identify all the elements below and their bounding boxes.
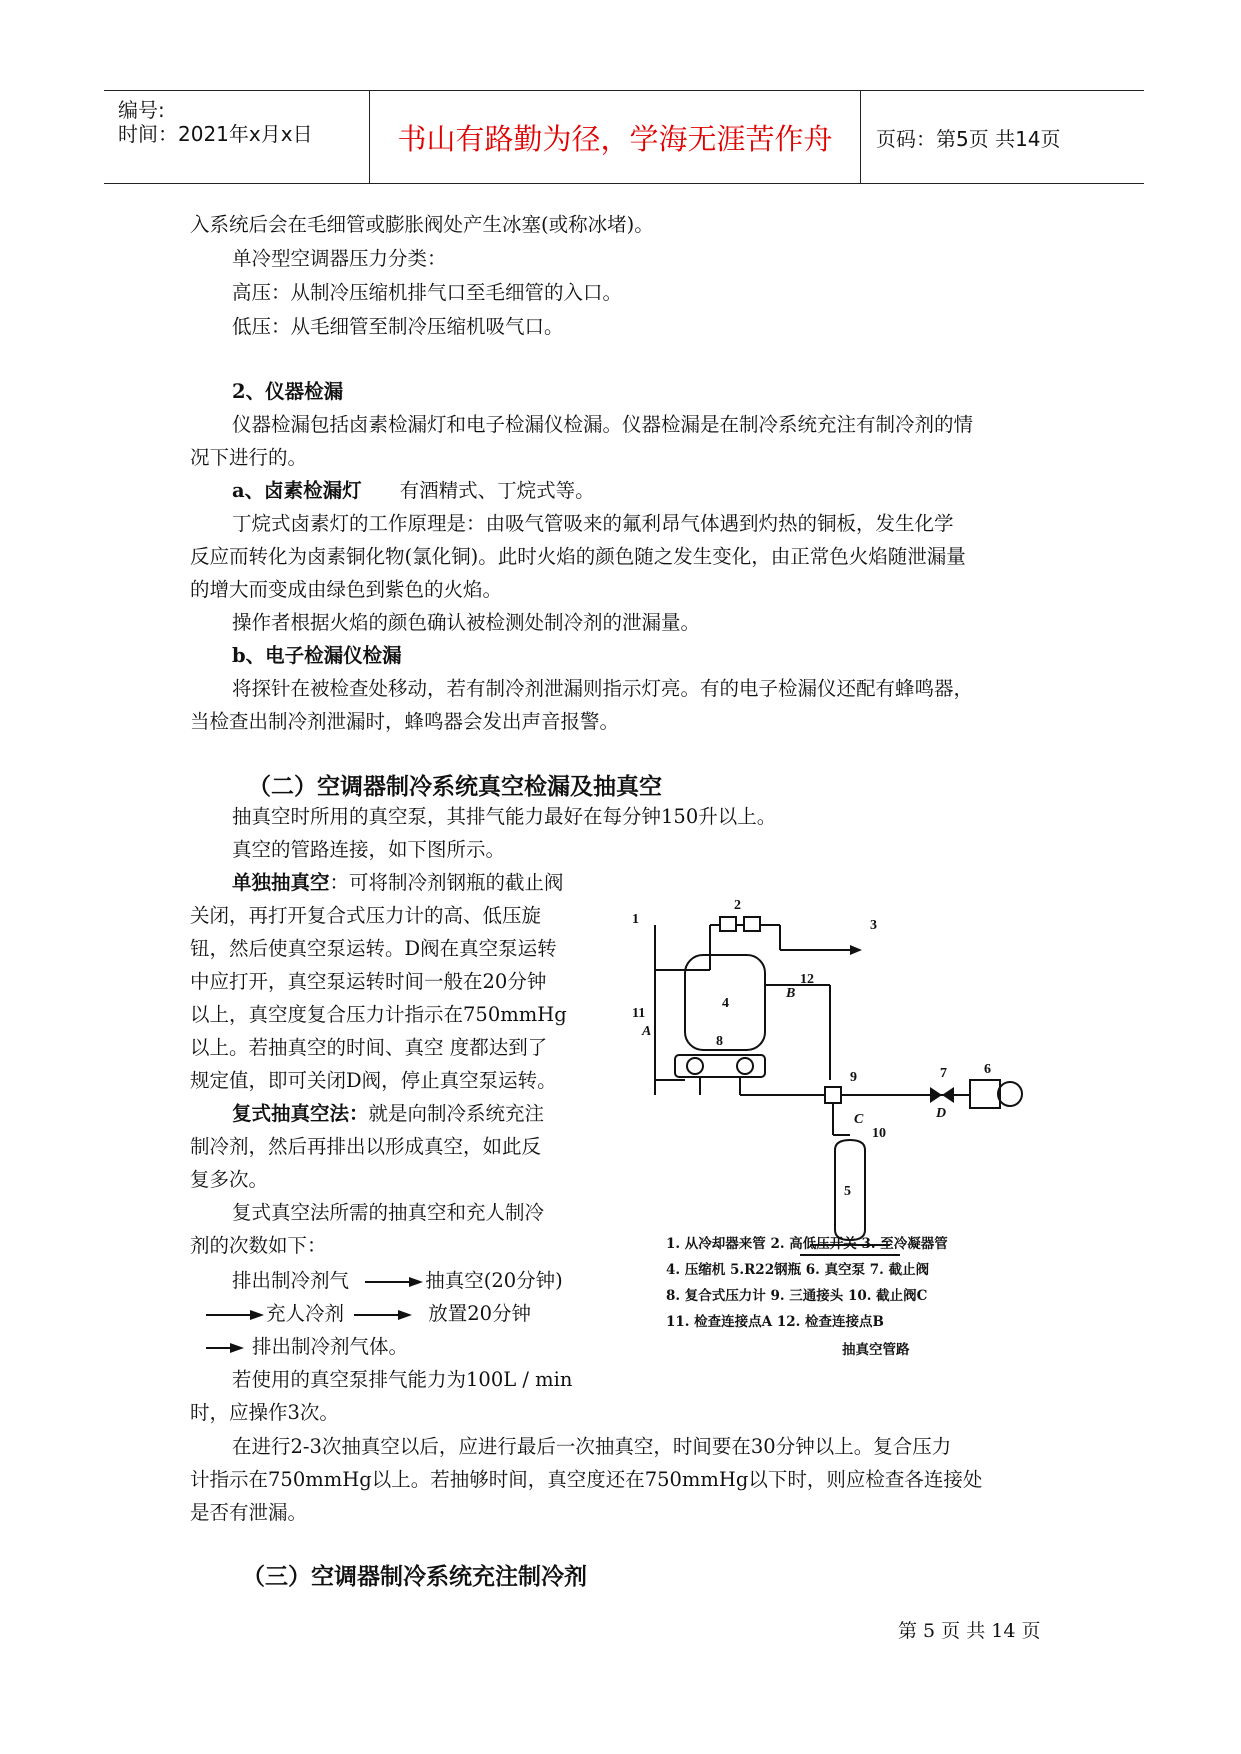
body-line: 规定值，即可关闭D阀，停止真空泵运转。 [190, 1069, 557, 1092]
label-9: 9 [850, 1070, 857, 1085]
page-footer: 第 5 页 共 14 页 [898, 1620, 1041, 1642]
body-line: 抽真空时所用的真空泵，其排气能力最好在每分钟150升以上。 [232, 805, 777, 828]
body-line: 以上，真空度复合压力计指示在750mmHg [190, 1003, 567, 1026]
flow-line-1 [232, 1264, 563, 1297]
flow-line-2 [206, 1297, 531, 1330]
body-line: 钮，然后使真空泵运转。D阀在真空泵运转 [190, 937, 557, 960]
section-heading-two: （二）空调器制冷系统真空检漏及抽真空 [248, 773, 662, 800]
label-A: A [642, 1024, 652, 1039]
term-title: 单独抽真空 [232, 871, 330, 894]
label-4: 4 [722, 996, 729, 1011]
figure-legend-line: 1. 从冷却器来管 2. 高低压开关 3. 至冷凝器管 [666, 1236, 948, 1252]
body-line: 复式真空法所需的抽真空和充人制冷 [232, 1201, 545, 1224]
label-C: C [854, 1112, 864, 1127]
subsection-title: b、电子检漏仪检漏 [232, 644, 402, 667]
body-line: 是否有泄漏。 [190, 1501, 308, 1524]
flow-step: 排出制冷剂气体。 [252, 1335, 409, 1358]
body-line: 操作者根据火焰的颜色确认被检测处制冷剂的泄漏量。 [232, 611, 701, 634]
arrow-right-icon [206, 1308, 264, 1322]
body-line: 若使用的真空泵排气能力为100L / min [232, 1368, 573, 1391]
label-D: D [936, 1106, 947, 1121]
label-7: 7 [940, 1066, 947, 1081]
label-5: 5 [844, 1184, 851, 1199]
body-line: 以上。若抽真空的时间、真空 度都达到了 [190, 1036, 548, 1059]
document-time-label: 时间：2021年x月x日 [118, 122, 313, 146]
flow-step: 充人冷剂 [266, 1302, 345, 1325]
body-line: 制冷剂，然后再排出以形成真空，如此反 [190, 1135, 542, 1158]
body-line: 仪器检漏包括卤素检漏灯和电子检漏仪检漏。仪器检漏是在制冷系统充注有制冷剂的情 [232, 413, 974, 436]
body-line: 真空的管路连接，如下图所示。 [232, 838, 506, 861]
arrow-right-icon [365, 1275, 423, 1289]
header-page-number: 页码：第5页 共14页 [876, 126, 1061, 151]
body-text: ：可将制冷剂钢瓶的截止阀 [329, 871, 564, 894]
label-B: B [786, 986, 796, 1001]
figure-legend-line: 11. 检查连接点A 12. 检查连接点B [666, 1314, 884, 1330]
body-line: 剂的次数如下： [190, 1234, 327, 1257]
body-line: 丁烷式卤素灯的工作原理是：由吸气管吸来的氟利昂气体遇到灼热的铜板，发生化学 [232, 512, 954, 535]
label-6: 6 [984, 1062, 991, 1077]
flow-line-3 [206, 1330, 408, 1363]
figure-legend-line: 4. 压缩机 5.R22钢瓶 6. 真空泵 7. 截止阀 [666, 1262, 930, 1278]
body-line: 当检查出制冷剂泄漏时，蜂鸣器会发出声音报警。 [190, 710, 620, 733]
body-line: 复多次。 [190, 1168, 269, 1191]
subsection-desc: 有酒精式、丁烷式等。 [399, 479, 595, 502]
figure-caption: 抽真空管路 [842, 1342, 910, 1358]
label-11: 11 [632, 1006, 646, 1021]
figure-legend-line: 8. 复合式压力计 9. 三通接头 10. 截止阀C [666, 1288, 928, 1304]
multi-vacuum-intro [232, 1097, 544, 1130]
subsection-title: a、卤素检漏灯 [232, 479, 362, 502]
body-line: 关闭，再打开复合式压力计的高、低压旋 [190, 904, 542, 927]
body-line: 入系统后会在毛细管或膨胀阀处产生冰塞(或称冰堵)。 [190, 213, 654, 236]
subsection-a [232, 474, 595, 507]
arrow-right-icon [354, 1308, 412, 1322]
single-vacuum-intro [232, 866, 564, 899]
label-1: 1 [632, 912, 639, 927]
header-motto: 书山有路勤为径，学海无涯苦作舟 [397, 121, 833, 156]
body-line: 低压：从毛细管至制冷压缩机吸气口。 [232, 315, 564, 338]
header-divider [860, 91, 861, 183]
body-line: 反应而转化为卤素铜化物(氯化铜)。此时火焰的颜色随之发生变化，由正常色火焰随泄漏量 [190, 545, 966, 568]
label-2: 2 [734, 898, 741, 913]
body-line: 时，应操作3次。 [190, 1401, 339, 1424]
page-header [104, 90, 1144, 184]
body-line: 况下进行的。 [190, 446, 308, 469]
arrow-right-icon [206, 1341, 244, 1355]
section-heading-three: （三）空调器制冷系统充注制冷剂 [242, 1563, 587, 1590]
flow-step: 排出制冷剂气 [232, 1269, 350, 1292]
label-3: 3 [870, 918, 877, 933]
body-line: 高压：从制冷压缩机排气口至毛细管的入口。 [232, 281, 623, 304]
flow-step: 放置20分钟 [428, 1302, 532, 1325]
body-line: 的增大而变成由绿色到紫色的火焰。 [190, 578, 503, 601]
body-text: 就是向制冷系统充注 [368, 1102, 545, 1125]
body-line: 中应打开，真空泵运转时间一般在20分钟 [190, 970, 547, 993]
body-line: 计指示在750mmHg以上。若抽够时间，真空度还在750mmHg以下时，则应检查各连接处 [190, 1468, 983, 1491]
body-line: 单冷型空调器压力分类： [232, 247, 447, 270]
body-line: 在进行2-3次抽真空以后，应进行最后一次抽真空，时间要在30分钟以上。复合压力 [232, 1435, 952, 1458]
document-number-label: 编号: [118, 98, 165, 122]
label-8: 8 [716, 1034, 723, 1049]
label-10: 10 [872, 1126, 886, 1141]
term-title: 复式抽真空法： [232, 1102, 369, 1125]
section-heading: 2、仪器检漏 [232, 380, 344, 403]
flow-step: 抽真空(20分钟) [425, 1269, 563, 1292]
label-12: 12 [800, 972, 814, 987]
body-line: 将探针在被检查处移动，若有制冷剂泄漏则指示灯亮。有的电子检漏仪还配有蜂鸣器， [232, 677, 974, 700]
